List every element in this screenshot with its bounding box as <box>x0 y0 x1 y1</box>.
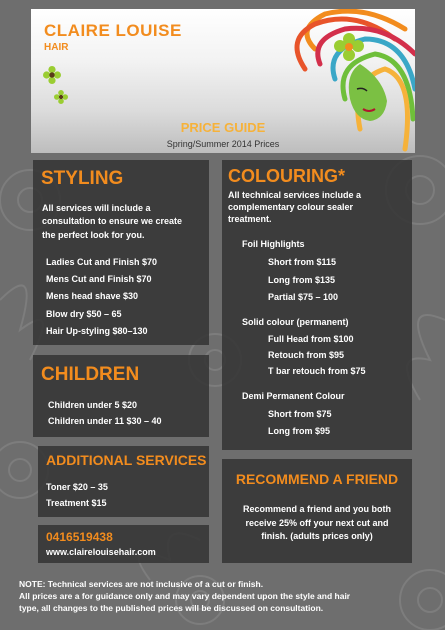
header-banner <box>31 9 415 153</box>
styling-intro-line: consultation to ensure we create <box>42 216 183 227</box>
price-guide-title: PRICE GUIDE <box>180 120 266 135</box>
footer-note <box>19 578 439 614</box>
styling-intro-line: All services will include a <box>42 203 151 213</box>
recommend-panel <box>222 459 412 563</box>
price-item: Long from $135 <box>268 274 336 285</box>
note-line: NOTE: Technical services are not inclusive of a cut or finish. <box>19 579 264 589</box>
note-line: type, all changes to the published prices will be discussed on consultation. <box>19 603 324 613</box>
price-item: Long from $95 <box>268 426 331 436</box>
children-panel <box>33 355 209 437</box>
price-item: Hair Up-styling $80–130 <box>46 325 148 336</box>
price-item: Full Head from $100 <box>268 334 354 344</box>
price-item: Mens head shave $30 <box>46 291 139 302</box>
flower-icon <box>54 90 68 104</box>
styling-intro-line: the perfect look for you. <box>42 229 145 240</box>
colouring-intro-line: treatment. <box>228 214 272 224</box>
price-item: Short from $115 <box>268 257 337 267</box>
price-item: Blow dry $50 – 65 <box>46 308 122 319</box>
price-item: Children under 5 $20 <box>48 400 138 410</box>
price-item: Toner $20 – 35 <box>46 482 108 492</box>
additional-services-title: ADDITIONAL SERVICES <box>46 452 207 468</box>
website-link[interactable]: www.clairelouisehair.com <box>46 547 156 557</box>
demi-permanent-heading: Demi Permanent Colour <box>242 391 345 401</box>
price-item: Short from $75 <box>268 409 332 419</box>
colouring-intro-line: All technical services include a <box>228 190 362 200</box>
additional-services-panel <box>38 446 209 517</box>
colouring-intro-line: complementary colour sealer <box>228 202 354 212</box>
price-item: Mens Cut and Finish $70 <box>46 274 152 285</box>
colouring-title: COLOURING* <box>228 166 345 186</box>
recommend-text-line: finish. (adults prices only) <box>261 531 373 541</box>
recommend-text-line: receive 25% off your next cut and <box>245 517 389 528</box>
phone-number: 0416519438 <box>46 530 113 544</box>
recommend-title: RECOMMEND A FRIEND <box>235 471 399 487</box>
styling-title: STYLING <box>41 168 124 189</box>
brand-name: CLAIRE LOUISE <box>44 21 182 40</box>
brand-subtitle: HAIR <box>44 42 69 53</box>
price-item: Ladies Cut and Finish $70 <box>46 257 158 267</box>
children-title: CHILDREN <box>41 364 140 385</box>
foil-highlights-heading: Foil Highlights <box>242 239 305 249</box>
recommend-text-line: Recommend a friend and you both <box>242 504 391 514</box>
price-item: T bar retouch from $75 <box>268 366 366 376</box>
colouring-panel <box>222 160 412 450</box>
price-item: Children under 11 $30 – 40 <box>48 416 162 426</box>
flower-icon <box>43 66 61 84</box>
price-item: Retouch from $95 <box>268 350 345 360</box>
season-subtitle: Spring/Summer 2014 Prices <box>166 139 280 149</box>
styling-panel <box>33 160 209 345</box>
note-line: All prices are a for guidance only and may vary dependent upon the style and hair <box>19 591 351 601</box>
solid-colour-heading: Solid colour (permanent) <box>242 317 349 327</box>
price-item: Treatment $15 <box>46 498 107 508</box>
contact-panel <box>38 525 209 563</box>
price-item: Partial $75 – 100 <box>268 292 339 302</box>
